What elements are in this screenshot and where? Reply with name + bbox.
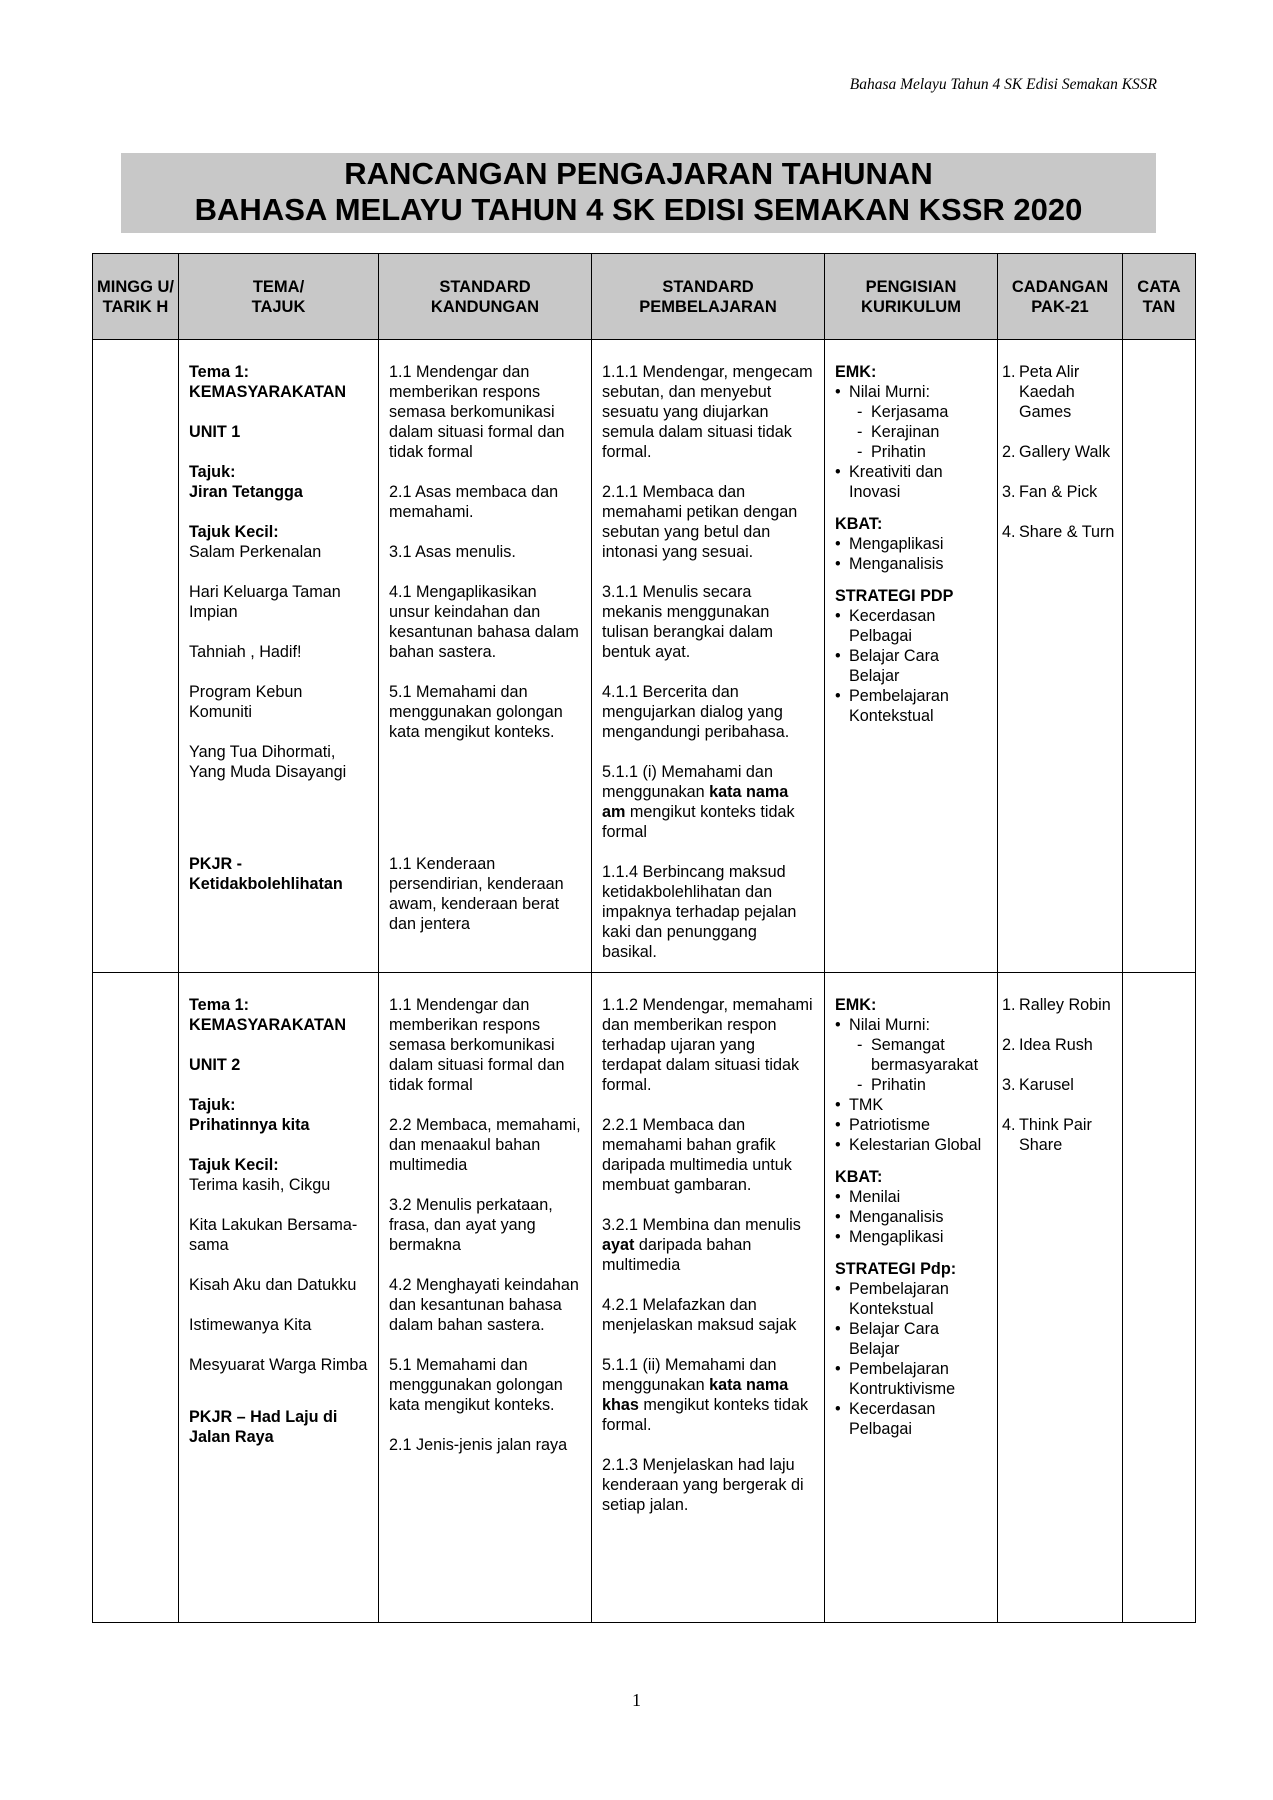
cell-standard-pembelajaran: 1.1.1 Mendengar, mengecam sebutan, dan menyebut sesuatu yang diujarkan semula dalam situasi tidak formal. 2.1.1 Membaca dan memahami petikan dengan sebutan yang betul dan intonasi yang sesuai. 3.1.1 Menulis secara mekanis menggunakan tulisan berangkai dalam bentuk ayat. 4.1.1 Bercerita dan mengujarkan dialog yang mengandungi peribahasa. 5.1.1 (i) Memahami dan menggunakan kata nama am mengikut konteks tidak formal 1.1.4 Berbincang maksud ketidakbolehlihatan dan impaknya terhadap pejalan kaki dan penunggang basikal.: [592, 340, 825, 973]
document-title: [121, 153, 1156, 233]
yearly-plan-table: [92, 253, 1196, 1623]
running-header: Bahasa Melayu Tahun 4 SK Edisi Semakan KSSR: [849, 76, 1157, 93]
table-row: [93, 340, 1196, 973]
col-pengisian-kurikulum: PENGISIAN KURIKULUM: [825, 254, 998, 340]
cell-catatan: [1123, 340, 1196, 973]
pkjr-label: PKJR – Had Laju di Jalan Raya: [189, 1408, 338, 1446]
cell-minggu: [93, 973, 179, 1623]
cell-standard-kandungan: 1.1 Mendengar dan memberikan respons semasa berkomunikasi dalam situasi formal dan tidak formal 2.2 Membaca, memahami, dan menaakul bahan multimedia 3.2 Menulis perkataan, frasa, dan ayat yang bermakna 4.2 Menghayati keindahan dan kesantunan bahasa dalam bahan sastera. 5.1 Memahami dan menggunakan golongan kata mengikut konteks. 2.1 Jenis-jenis jalan raya: [379, 973, 592, 1623]
cell-standard-kandungan: 1.1 Mendengar dan memberikan respons semasa berkomunikasi dalam situasi formal dan tidak formal 2.1 Asas membaca dan memahami. 3.1 Asas menulis. 4.1 Mengaplikasikan unsur keindahan dan kesantunan bahasa dalam bahan sastera. 5.1 Memahami dan menggunakan golongan kata mengikut konteks. 1.1 Kenderaan persendirian, kenderaan awam, kenderaan berat dan jentera: [379, 340, 592, 973]
col-catatan: CATA TAN: [1123, 254, 1196, 340]
cell-pak21: 1. Peta Alir Kaedah Games 2. Gallery Walk 3. Fan & Pick 4. Share & Turn: [998, 340, 1123, 973]
cell-minggu: [93, 340, 179, 973]
col-minggu: MINGG U/ TARIK H: [93, 254, 179, 340]
cell-tema: Tema 1: KEMASYARAKATAN UNIT 2 Tajuk: Prihatinnya kita Tajuk Kecil: Terima kasih, Cikgu Kita Lakukan Bersama-sama Kisah Aku dan Datukku Istimewanya Kita Mesyuarat Warga Rimba PKJR – Had Laju di Jalan Raya: [179, 973, 379, 1623]
col-standard-pembelajaran: STANDARD PEMBELAJARAN: [592, 254, 825, 340]
col-cadangan-pak21: CADANGAN PAK-21: [998, 254, 1123, 340]
table-header-row: [93, 254, 1196, 340]
table-row: [93, 973, 1196, 1623]
col-tema: TEMA/ TAJUK: [179, 254, 379, 340]
col-standard-kandungan: STANDARD KANDUNGAN: [379, 254, 592, 340]
title-line-2: BAHASA MELAYU TAHUN 4 SK EDISI SEMAKAN KSSR 2020: [194, 192, 1083, 227]
pkjr-label: PKJR - Ketidakbolehlihatan: [189, 855, 343, 893]
cell-pak21: 1. Ralley Robin 2. Idea Rush 3. Karusel 4. Think Pair Share: [998, 973, 1123, 1623]
cell-pengisian-kurikulum: EMK: • Nilai Murni: - Semangat bermasyarakat - Prihatin • TMK • Patriotisme • Kelestarian Global KBAT: • Menilai • Menganalisis • Mengaplikasi STRATEGI Pdp: • Pembelajaran Kontekstual • Belajar Cara Belajar • Pembelajaran Kontruktivisme • Kecerdasan Pelbagai: [825, 973, 998, 1623]
cell-catatan: [1123, 973, 1196, 1623]
cell-pengisian-kurikulum: EMK: • Nilai Murni: - Kerjasama - Kerajinan - Prihatin • Kreativiti dan Inovasi KBAT: • Mengaplikasi • Menganalisis STRATEGI PDP • Kecerdasan Pelbagai • Belajar Cara Belajar • Pembelajaran Kontekstual: [825, 340, 998, 973]
page-number: 1: [632, 1690, 641, 1710]
title-line-1: RANCANGAN PENGAJARAN TAHUNAN: [344, 156, 933, 191]
cell-standard-pembelajaran: 1.1.2 Mendengar, memahami dan memberikan respon terhadap ujaran yang terdapat dalam situasi tidak formal. 2.2.1 Membaca dan memahami bahan grafik daripada multimedia untuk membuat gambaran. 3.2.1 Membina dan menulis ayat daripada bahan multimedia 4.2.1 Melafazkan dan menjelaskan maksud sajak 5.1.1 (ii) Memahami dan menggunakan kata nama khas mengikut konteks tidak formal. 2.1.3 Menjelaskan had laju kenderaan yang bergerak di setiap jalan.: [592, 973, 825, 1623]
cell-tema: Tema 1: KEMASYARAKATAN UNIT 1 Tajuk: Jiran Tetangga Tajuk Kecil: Salam Perkenalan Hari Keluarga Taman Impian Tahniah , Hadif! Program Kebun Komuniti Yang Tua Dihormati, Yang Muda Disayangi PKJR - Ketidakbolehlihatan: [179, 340, 379, 973]
